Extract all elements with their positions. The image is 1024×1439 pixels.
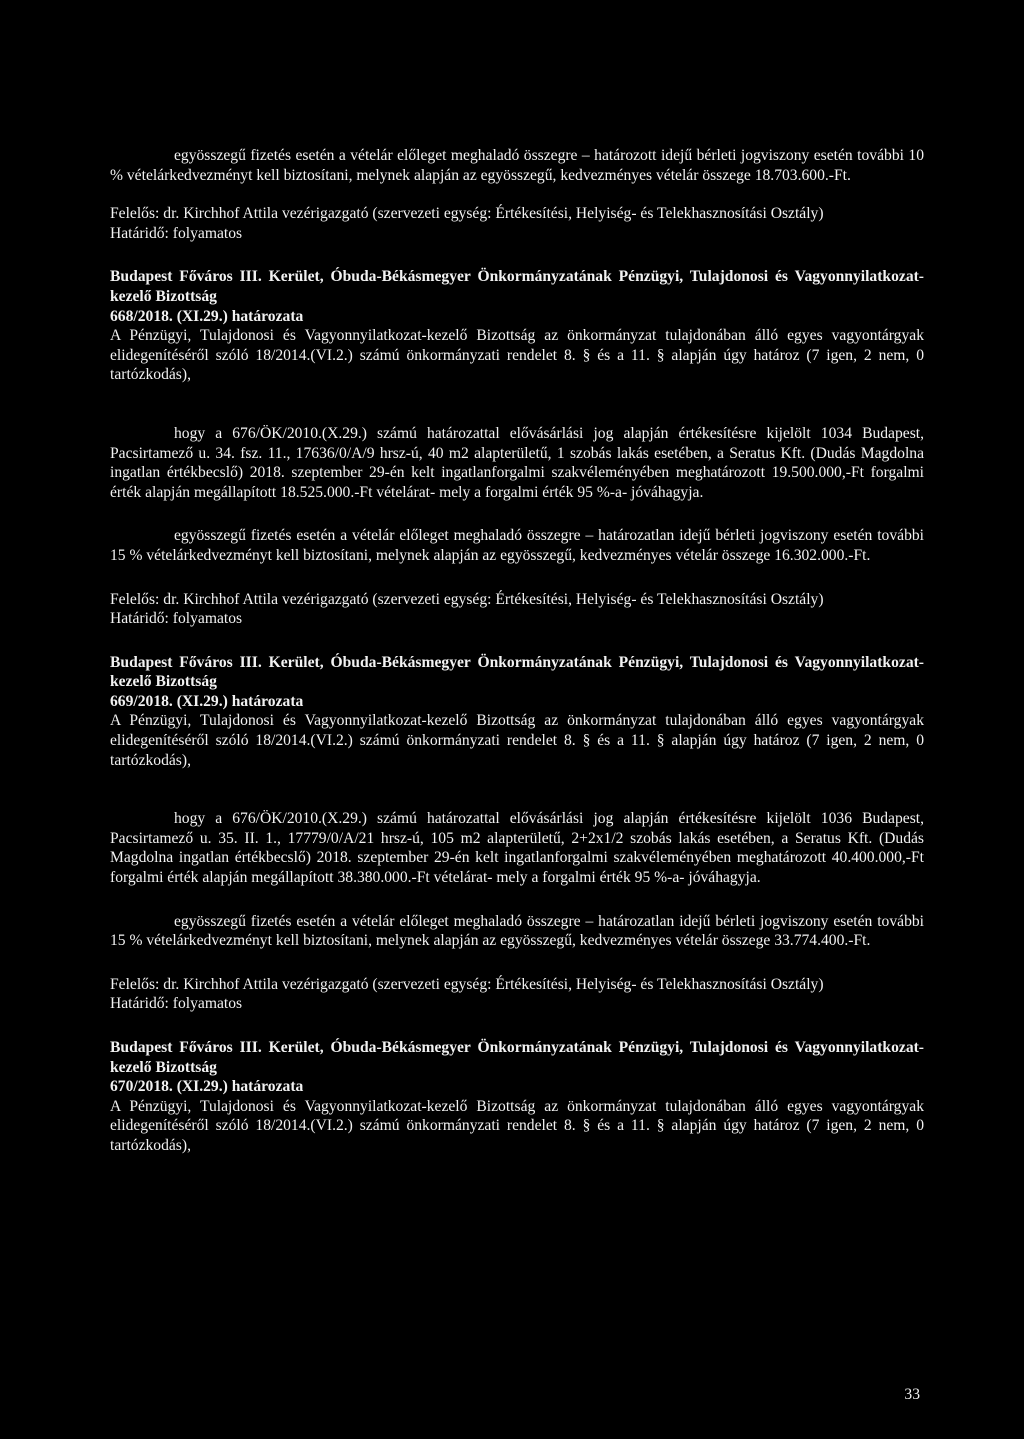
resolution-668-number: 668/2018. (XI.29.) határozata xyxy=(110,307,304,325)
resolution-668-committee: Budapest Főváros III. Kerület, Óbuda-Békásmegyer Önkormányzatának Pénzügyi, Tulajdonosi és Vagyonnyilatkozat-kezelő Bizottság xyxy=(110,268,924,305)
document-body xyxy=(110,146,924,1156)
resolution-669-felelos: Felelős: dr. Kirchhof Attila vezérigazgató (szervezeti egység: Értékesítési, Helyiség- és Telekhasznosítási Osztály) xyxy=(110,975,824,993)
intro-payment-paragraph: egyösszegű fizetés esetén a vételár előleget meghaladó összegre – határozott idejű bérleti jogviszony esetén további 10 % vételárkedvezményt kell biztosítani, melynek alapján az egyösszegű, kedvezményes vételár összege 18.703.600.-Ft. xyxy=(110,147,924,184)
resolution-669-number: 669/2018. (XI.29.) határozata xyxy=(110,692,304,710)
resolution-669-committee: Budapest Főváros III. Kerület, Óbuda-Békásmegyer Önkormányzatának Pénzügyi, Tulajdonosi és Vagyonnyilatkozat-kezelő Bizottság xyxy=(110,653,924,691)
resolution-668-felelos: Felelős: dr. Kirchhof Attila vezérigazgató (szervezeti egység: Értékesítési, Helyiség- és Telekhasznosítási Osztály) xyxy=(110,590,824,608)
resolution-668-payment: egyösszegű fizetés esetén a vételár előleget meghaladó összegre – határozatlan idejű bérleti jogviszony esetén további 15 % vételárkedvezményt kell biztosítani, melynek alapján az egyösszegű, kedvezményes vételár összege 16.302.000.-Ft. xyxy=(110,527,924,564)
resolution-670-number: 670/2018. (XI.29.) határozata xyxy=(110,1078,304,1096)
intro-felelos: Felelős: dr. Kirchhof Attila vezérigazgató (szervezeti egység: Értékesítési, Helyiség- és Telekhasznosítási Osztály) xyxy=(110,205,824,223)
resolution-670-committee: Budapest Főváros III. Kerület, Óbuda-Békásmegyer Önkormányzatának Pénzügyi, Tulajdonosi és Vagyonnyilatkozat-kezelő Bizottság xyxy=(110,1039,924,1076)
resolution-670-intro: A Pénzügyi, Tulajdonosi és Vagyonnyilatkozat-kezelő Bizottság az önkormányzat tulajdonában álló egyes vagyontárgyak elidegenítéséről szóló 18/2014.(VI.2.) számú önkormányzati rendelet 8. § és a 11. § alapján úgy határoz (7 igen, 2 nem, 0 tartózkodás), xyxy=(110,1097,924,1154)
resolution-669-intro: A Pénzügyi, Tulajdonosi és Vagyonnyilatkozat-kezelő Bizottság az önkormányzat tulajdonában álló egyes vagyontárgyak elidegenítéséről szóló 18/2014.(VI.2.) számú önkormányzati rendelet 8. § és a 11. § alapján úgy határoz (7 igen, 2 nem, 0 tartózkodás), xyxy=(110,712,924,769)
resolution-669-decision: hogy a 676/ÖK/2010.(X.29.) számú határozattal elővásárlási jog alapján értékesítésre kijelölt 1036 Budapest, Pacsirtamező u. 35. II. 1., 17779/0/A/21 hrsz-ú, 105 m2 alapterületű, 2+2x1/2 szobás lakás esetében, a Seratus Kft. (Dudás Magdolna ingatlan értékbecslő) 2018. szeptember 29-én kelt ingatlanforgalmi szakvéleményében meghatározott 40.400.000,-Ft forgalmi érték alapján megállapított 38.380.000.-Ft vételárat- mely a forgalmi érték 95 %-a- jóváhagyja. xyxy=(110,810,924,887)
intro-hatarido: Határidő: folyamatos xyxy=(110,224,243,242)
resolution-669-payment: egyösszegű fizetés esetén a vételár előleget meghaladó összegre – határozatlan idejű bérleti jogviszony esetén további 15 % vételárkedvezményt kell biztosítani, melynek alapján az egyösszegű, kedvezményes vételár összege 33.774.400.-Ft. xyxy=(110,912,924,950)
resolution-668-hatarido: Határidő: folyamatos xyxy=(110,610,243,628)
page-number: 33 xyxy=(904,1386,920,1403)
resolution-668-decision: hogy a 676/ÖK/2010.(X.29.) számú határozattal elővásárlási jog alapján értékesítésre kijelölt 1034 Budapest, Pacsirtamező u. 34. fsz. 11., 17636/0/A/9 hrsz-ú, 40 m2 alapterületű, 1 szobás lakás esetében, a Seratus Kft. (Dudás Magdolna ingatlan értékbecslő) 2018. szeptember 29-én kelt ingatlanforgalmi szakvéleményében meghatározott 19.500.000,-Ft forgalmi érték alapján megállapított 18.525.000.-Ft vételárat- mely a forgalmi érték 95 %-a- jóváhagyja. xyxy=(110,424,924,501)
resolution-668-intro: A Pénzügyi, Tulajdonosi és Vagyonnyilatkozat-kezelő Bizottság az önkormányzat tulajdonában álló egyes vagyontárgyak elidegenítéséről szóló 18/2014.(VI.2.) számú önkormányzati rendelet 8. § és a 11. § alapján úgy határoz (7 igen, 2 nem, 0 tartózkodás), xyxy=(110,327,924,384)
resolution-669-hatarido: Határidő: folyamatos xyxy=(110,995,243,1013)
